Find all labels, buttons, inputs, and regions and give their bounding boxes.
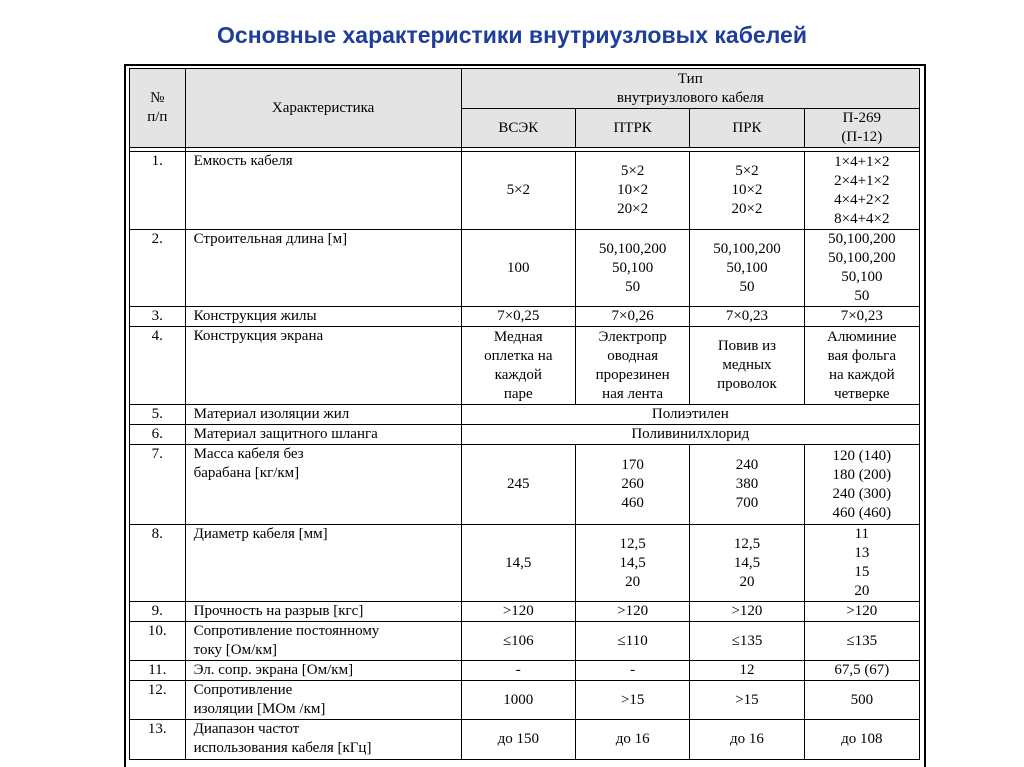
row-characteristic: Строительная длина [м] — [185, 230, 461, 307]
table-row — [130, 405, 920, 425]
row-value: 50,100,200 50,100 50 — [690, 230, 804, 307]
header-type-p269: П-269 (П-12) — [804, 109, 919, 148]
row-characteristic: Эл. сопр. экрана [Ом/км] — [185, 661, 461, 681]
row-number: 6. — [130, 425, 186, 445]
row-value: 1×4+1×2 2×4+1×2 4×4+2×2 8×4+4×2 — [804, 152, 919, 230]
row-merged-value: Полиэтилен — [461, 405, 919, 425]
row-value: >120 — [804, 602, 919, 622]
row-value: 500 — [804, 681, 919, 720]
row-number: 3. — [130, 307, 186, 327]
row-value: ≤135 — [804, 622, 919, 661]
row-value: до 150 — [461, 720, 575, 760]
row-value: 245 — [461, 445, 575, 525]
table-row — [130, 602, 920, 622]
row-value: Повив из медных проволок — [690, 327, 804, 405]
row-value: ≤135 — [690, 622, 804, 661]
row-number: 2. — [130, 230, 186, 307]
row-value: до 16 — [575, 720, 689, 760]
table-row — [130, 425, 920, 445]
row-value: >15 — [690, 681, 804, 720]
row-value: >120 — [575, 602, 689, 622]
table-row — [130, 327, 920, 405]
row-value: до 108 — [804, 720, 919, 760]
table-row — [130, 230, 920, 307]
header-type-prk: ПРК — [690, 109, 804, 148]
header-type-group: Тип внутриузлового кабеля — [461, 69, 919, 109]
header-num: № п/п — [130, 69, 186, 148]
row-value: 100 — [461, 230, 575, 307]
header-type-vsek: ВСЭК — [461, 109, 575, 148]
row-number: 8. — [130, 525, 186, 602]
row-characteristic: Конструкция экрана — [185, 327, 461, 405]
row-value: до 16 — [690, 720, 804, 760]
row-value: - — [575, 661, 689, 681]
table-row — [130, 720, 920, 760]
row-value: >120 — [461, 602, 575, 622]
row-value: 5×2 10×2 20×2 — [690, 152, 804, 230]
row-number: 11. — [130, 661, 186, 681]
row-value: ≤110 — [575, 622, 689, 661]
row-number: 1. — [130, 152, 186, 230]
row-value: 7×0,25 — [461, 307, 575, 327]
table-row — [130, 525, 920, 602]
row-value: Алюминие вая фольга на каждой четверке — [804, 327, 919, 405]
row-number: 12. — [130, 681, 186, 720]
row-characteristic: Конструкция жилы — [185, 307, 461, 327]
row-value: 5×2 10×2 20×2 — [575, 152, 689, 230]
table-row — [130, 661, 920, 681]
row-value: 1000 — [461, 681, 575, 720]
row-value: >120 — [690, 602, 804, 622]
row-characteristic: Сопротивление изоляции [МОм /км] — [185, 681, 461, 720]
row-value: 7×0,23 — [804, 307, 919, 327]
row-value: 50,100,200 50,100,200 50,100 50 — [804, 230, 919, 307]
row-number: 9. — [130, 602, 186, 622]
table-row — [130, 445, 920, 525]
page-title: Основные характеристики внутриузловых кабелей — [217, 22, 807, 48]
row-number: 5. — [130, 405, 186, 425]
table-row — [130, 681, 920, 720]
table-row — [130, 622, 920, 661]
row-value: ≤106 — [461, 622, 575, 661]
row-characteristic: Диапазон частот использования кабеля [кГц] — [185, 720, 461, 760]
row-number: 4. — [130, 327, 186, 405]
cable-characteristics-table — [129, 68, 920, 760]
row-value: 67,5 (67) — [804, 661, 919, 681]
row-characteristic: Сопротивление постоянному току [Ом/км] — [185, 622, 461, 661]
row-number: 13. — [130, 720, 186, 760]
row-value: 14,5 — [461, 525, 575, 602]
row-number: 10. — [130, 622, 186, 661]
row-merged-value: Поливинилхлорид — [461, 425, 919, 445]
row-value: 12,5 14,5 20 — [690, 525, 804, 602]
row-number: 7. — [130, 445, 186, 525]
row-characteristic: Емкость кабеля — [185, 152, 461, 230]
row-value: 12,5 14,5 20 — [575, 525, 689, 602]
row-value: 7×0,26 — [575, 307, 689, 327]
row-characteristic: Масса кабеля без барабана [кг/км] — [185, 445, 461, 525]
row-value: >15 — [575, 681, 689, 720]
table-row — [130, 152, 920, 230]
row-characteristic: Прочность на разрыв [кгс] — [185, 602, 461, 622]
row-characteristic: Материал изоляции жил — [185, 405, 461, 425]
row-value: 170 260 460 — [575, 445, 689, 525]
row-value: Электропр оводная прорезинен ная лента — [575, 327, 689, 405]
table-row — [130, 307, 920, 327]
row-value: 240 380 700 — [690, 445, 804, 525]
header-type-ptrk: ПТРК — [575, 109, 689, 148]
row-value: 120 (140) 180 (200) 240 (300) 460 (460) — [804, 445, 919, 525]
row-value: Медная оплетка на каждой паре — [461, 327, 575, 405]
row-value: 50,100,200 50,100 50 — [575, 230, 689, 307]
row-value: 11 13 15 20 — [804, 525, 919, 602]
row-characteristic: Диаметр кабеля [мм] — [185, 525, 461, 602]
row-characteristic: Материал защитного шланга — [185, 425, 461, 445]
row-value: - — [461, 661, 575, 681]
row-value: 7×0,23 — [690, 307, 804, 327]
header-characteristic: Характеристика — [185, 69, 461, 148]
row-value: 12 — [690, 661, 804, 681]
row-value: 5×2 — [461, 152, 575, 230]
